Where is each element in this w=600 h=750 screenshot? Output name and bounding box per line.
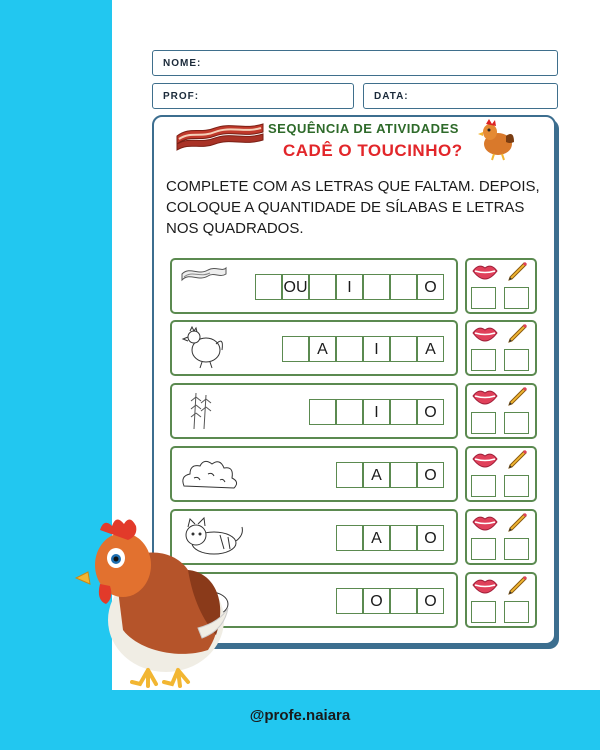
mouth-icon: [471, 262, 499, 280]
mouth-icon: [471, 387, 499, 405]
pencil-icon: [505, 385, 529, 409]
blank-letter-cell[interactable]: [336, 525, 363, 551]
letter-cell: A: [363, 462, 390, 488]
author-handle: @profe.naiara: [249, 707, 351, 724]
letter-cell: O: [417, 399, 444, 425]
mouth-icon: [471, 324, 499, 342]
syllable-count-box[interactable]: [471, 412, 496, 434]
blank-letter-cell[interactable]: [390, 336, 417, 362]
blank-letter-cell[interactable]: [309, 274, 336, 300]
blank-letter-cell[interactable]: [336, 462, 363, 488]
rooster-icon: [476, 118, 516, 160]
word-row-2: [170, 320, 458, 376]
letter-count-box[interactable]: [504, 601, 529, 623]
letter-cell: O: [417, 274, 444, 300]
letter-count-box[interactable]: [504, 287, 529, 309]
letter-count-box[interactable]: [504, 475, 529, 497]
letter-cell: O: [363, 588, 390, 614]
blank-letter-cell[interactable]: [390, 588, 417, 614]
bacon-icon: [180, 264, 240, 308]
date-label: DATA:: [374, 91, 409, 102]
hen-mascot-icon: [78, 510, 238, 690]
letter-count-box[interactable]: [504, 412, 529, 434]
letter-cell: O: [417, 588, 444, 614]
pencil-icon: [505, 511, 529, 535]
activity-title: CADÊ O TOUCINHO?: [283, 141, 463, 160]
letter-cell: A: [417, 336, 444, 362]
blank-letter-cell[interactable]: [390, 399, 417, 425]
instructions-text: COMPLETE COM AS LETRAS QUE FALTAM. DEPOIS, COLOQUE A QUANTIDADE DE SÍLABAS E LETRAS NOS QUADRADOS.: [166, 178, 540, 237]
letter-cell: I: [336, 274, 363, 300]
count-box-1: [465, 258, 537, 314]
letter-cell: I: [363, 399, 390, 425]
letter-cell: A: [309, 336, 336, 362]
letter-cell: O: [417, 525, 444, 551]
blank-letter-cell[interactable]: [363, 274, 390, 300]
blank-letter-cell[interactable]: [282, 336, 309, 362]
letter-count-box[interactable]: [504, 349, 529, 371]
word-row-1: [170, 258, 458, 314]
letter-cell: OU: [282, 274, 309, 300]
wheat-icon: [180, 389, 240, 433]
letter-cell: A: [363, 525, 390, 551]
pencil-icon: [505, 448, 529, 472]
syllable-count-box[interactable]: [471, 475, 496, 497]
date-field[interactable]: [363, 83, 558, 109]
blank-letter-cell[interactable]: [336, 588, 363, 614]
blank-letter-cell[interactable]: [390, 462, 417, 488]
count-box-2: [465, 320, 537, 376]
pencil-icon: [505, 322, 529, 346]
teacher-label: PROF:: [163, 91, 200, 102]
count-box-6: [465, 572, 537, 628]
name-label: NOME:: [163, 58, 202, 69]
pencil-icon: [505, 260, 529, 284]
blank-letter-cell[interactable]: [336, 336, 363, 362]
word-row-4: [170, 446, 458, 502]
letter-cell: O: [417, 462, 444, 488]
count-box-3: [465, 383, 537, 439]
pencil-icon: [505, 574, 529, 598]
syllable-count-box[interactable]: [471, 538, 496, 560]
mouth-icon: [471, 450, 499, 468]
word-row-3: [170, 383, 458, 439]
blank-letter-cell[interactable]: [390, 525, 417, 551]
blank-letter-cell[interactable]: [255, 274, 282, 300]
activity-series-title: SEQUÊNCIA DE ATIVIDADES: [268, 121, 459, 136]
syllable-count-box[interactable]: [471, 601, 496, 623]
blank-letter-cell[interactable]: [390, 274, 417, 300]
count-box-4: [465, 446, 537, 502]
bush-icon: [180, 452, 240, 496]
blank-letter-cell[interactable]: [309, 399, 336, 425]
name-field[interactable]: [152, 50, 558, 76]
letter-count-box[interactable]: [504, 538, 529, 560]
bacon-icon: [175, 120, 265, 150]
count-box-5: [465, 509, 537, 565]
letter-cell: I: [363, 336, 390, 362]
mouth-icon: [471, 576, 499, 594]
syllable-count-box[interactable]: [471, 349, 496, 371]
mouth-icon: [471, 513, 499, 531]
teacher-field[interactable]: [152, 83, 354, 109]
syllable-count-box[interactable]: [471, 287, 496, 309]
hen-icon: [180, 326, 240, 370]
blank-letter-cell[interactable]: [336, 399, 363, 425]
